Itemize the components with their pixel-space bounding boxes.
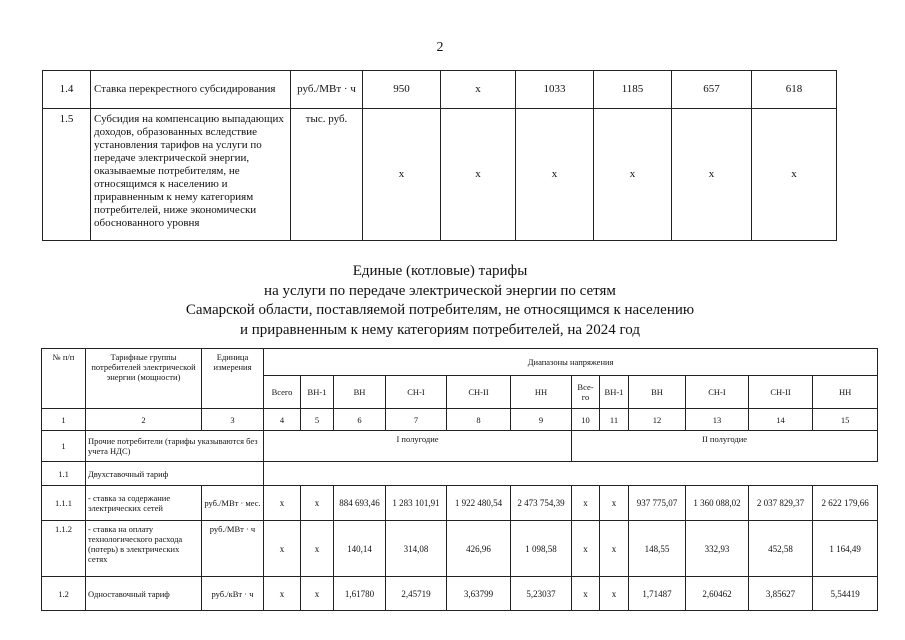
value-cell: x [264,521,301,577]
value-cell: 5,23037 [511,577,572,611]
row-number: 1.2 [42,577,86,611]
section-heading [0,262,880,340]
value-cell: 1033 [516,71,594,109]
row-name: - ставка за содержание электрических сетей [86,486,202,521]
value-cell: x [572,486,600,521]
table-row [42,431,878,462]
value-cell: 1 164,49 [813,521,878,577]
header-row [42,349,878,376]
value-cell: 5,54419 [813,577,878,611]
header-sub: СН-II [447,376,511,409]
row-number: 1.5 [43,109,91,241]
header-ranges: Диапазоны напряжения [264,349,878,376]
row-name: - ставка на оплату технологического расхода (потерь) в электрических сетях [86,521,202,577]
half-year-label: II полугодие [572,431,878,462]
empty-cell [264,462,878,486]
column-number: 9 [511,409,572,431]
header-sub: ВН-1 [600,376,629,409]
value-cell: 950 [363,71,441,109]
value-cell: 140,14 [334,521,386,577]
value-cell: 2 622 179,66 [813,486,878,521]
row-name: Ставка перекрестного субсидирования [91,71,291,109]
header-sub: НН [511,376,572,409]
value-cell: 2,45719 [386,577,447,611]
value-cell: 2 473 754,39 [511,486,572,521]
column-number: 8 [447,409,511,431]
header-groups: Тарифные группы потребителей электрической энергии (мощности) [86,349,202,409]
value-cell: x [572,521,600,577]
column-number: 10 [572,409,600,431]
value-cell: 618 [752,71,837,109]
table-row [42,521,878,577]
column-number: 3 [202,409,264,431]
value-cell: x [264,577,301,611]
value-cell: 1,61780 [334,577,386,611]
value-cell: 884 693,46 [334,486,386,521]
column-number: 12 [629,409,686,431]
column-number: 1 [42,409,86,431]
value-cell: x [441,71,516,109]
value-cell: x [301,521,334,577]
page-number: 2 [436,40,444,55]
header-sub: СН-I [386,376,447,409]
value-cell: 314,08 [386,521,447,577]
value-cell: x [594,109,672,241]
value-cell: 1185 [594,71,672,109]
value-cell: 426,96 [447,521,511,577]
header-sub: СН-II [749,376,813,409]
value-cell: 3,63799 [447,577,511,611]
row-number: 1 [42,431,86,462]
row-unit: тыс. руб. [291,109,363,241]
row-name: Двухставочный тариф [86,462,264,486]
value-cell: 452,58 [749,521,813,577]
value-cell: 1 922 480,54 [447,486,511,521]
table-row [42,577,878,611]
column-number: 14 [749,409,813,431]
value-cell: x [301,577,334,611]
heading-line: Единые (котловые) тарифы [352,263,528,279]
row-number: 1.1.1 [42,486,86,521]
value-cell: x [752,109,837,241]
column-number: 5 [301,409,334,431]
table-row [43,109,837,241]
value-cell: x [600,577,629,611]
header-unit: Единица измерения [202,349,264,409]
value-cell: 2 037 829,37 [749,486,813,521]
column-number: 7 [386,409,447,431]
header-sub: ВН [334,376,386,409]
value-cell: 332,93 [686,521,749,577]
value-cell: 1 098,58 [511,521,572,577]
value-cell: 1 283 101,91 [386,486,447,521]
row-name: Прочие потребители (тарифы указываются без учета НДС) [86,431,264,462]
column-number: 2 [86,409,202,431]
column-number: 4 [264,409,301,431]
heading-line: Самарской области, поставляемой потребителям, не относящимся к населению [185,302,695,318]
value-cell: x [600,521,629,577]
header-sub: Всего [264,376,301,409]
value-cell: x [516,109,594,241]
header-sub: Все-го [572,376,600,409]
table-row [42,486,878,521]
column-number: 13 [686,409,749,431]
value-cell: x [600,486,629,521]
header-num: № п/п [42,349,86,409]
row-unit: руб./кВт · ч [202,577,264,611]
row-number: 1.1.2 [42,521,86,577]
value-cell: x [672,109,752,241]
header-sub: СН-I [686,376,749,409]
column-number: 6 [334,409,386,431]
row-name: Одноставочный тариф [86,577,202,611]
value-cell: 1,71487 [629,577,686,611]
value-cell: 148,55 [629,521,686,577]
row-unit: руб./МВт · ч [291,71,363,109]
row-number: 1.1 [42,462,86,486]
half-year-label: I полугодие [264,431,572,462]
top-table [42,70,837,241]
column-number-row [42,409,878,431]
heading-line: и приравненным к нему категориям потребителей, на 2024 год [239,321,641,338]
value-cell: 2,60462 [686,577,749,611]
row-unit: руб./МВт · ч [202,521,264,577]
value-cell: 1 360 088,02 [686,486,749,521]
value-cell: x [363,109,441,241]
header-sub: ВН-1 [301,376,334,409]
header-sub: ВН [629,376,686,409]
table-row [43,71,837,109]
value-cell: 937 775,07 [629,486,686,521]
value-cell: x [441,109,516,241]
value-cell: 657 [672,71,752,109]
header-sub: НН [813,376,878,409]
value-cell: x [264,486,301,521]
column-number: 11 [600,409,629,431]
value-cell: x [572,577,600,611]
row-number: 1.4 [43,71,91,109]
row-unit: руб./МВт · мес. [202,486,264,521]
heading-line: на услуги по передаче электрической энергии по сетям [264,282,616,299]
value-cell: x [301,486,334,521]
tariff-table [41,348,878,611]
column-number: 15 [813,409,878,431]
row-name: Субсидия на компенсацию выпадающих доходов, образованных вследствие установления тарифов на услуги по передаче электрической энергии, оказываемые потребителям, не относящимся к населению и приравненным к нему категориям потребителей, ниже экономически обоснованного уровня [91,109,291,241]
table-row [42,462,878,486]
value-cell: 3,85627 [749,577,813,611]
